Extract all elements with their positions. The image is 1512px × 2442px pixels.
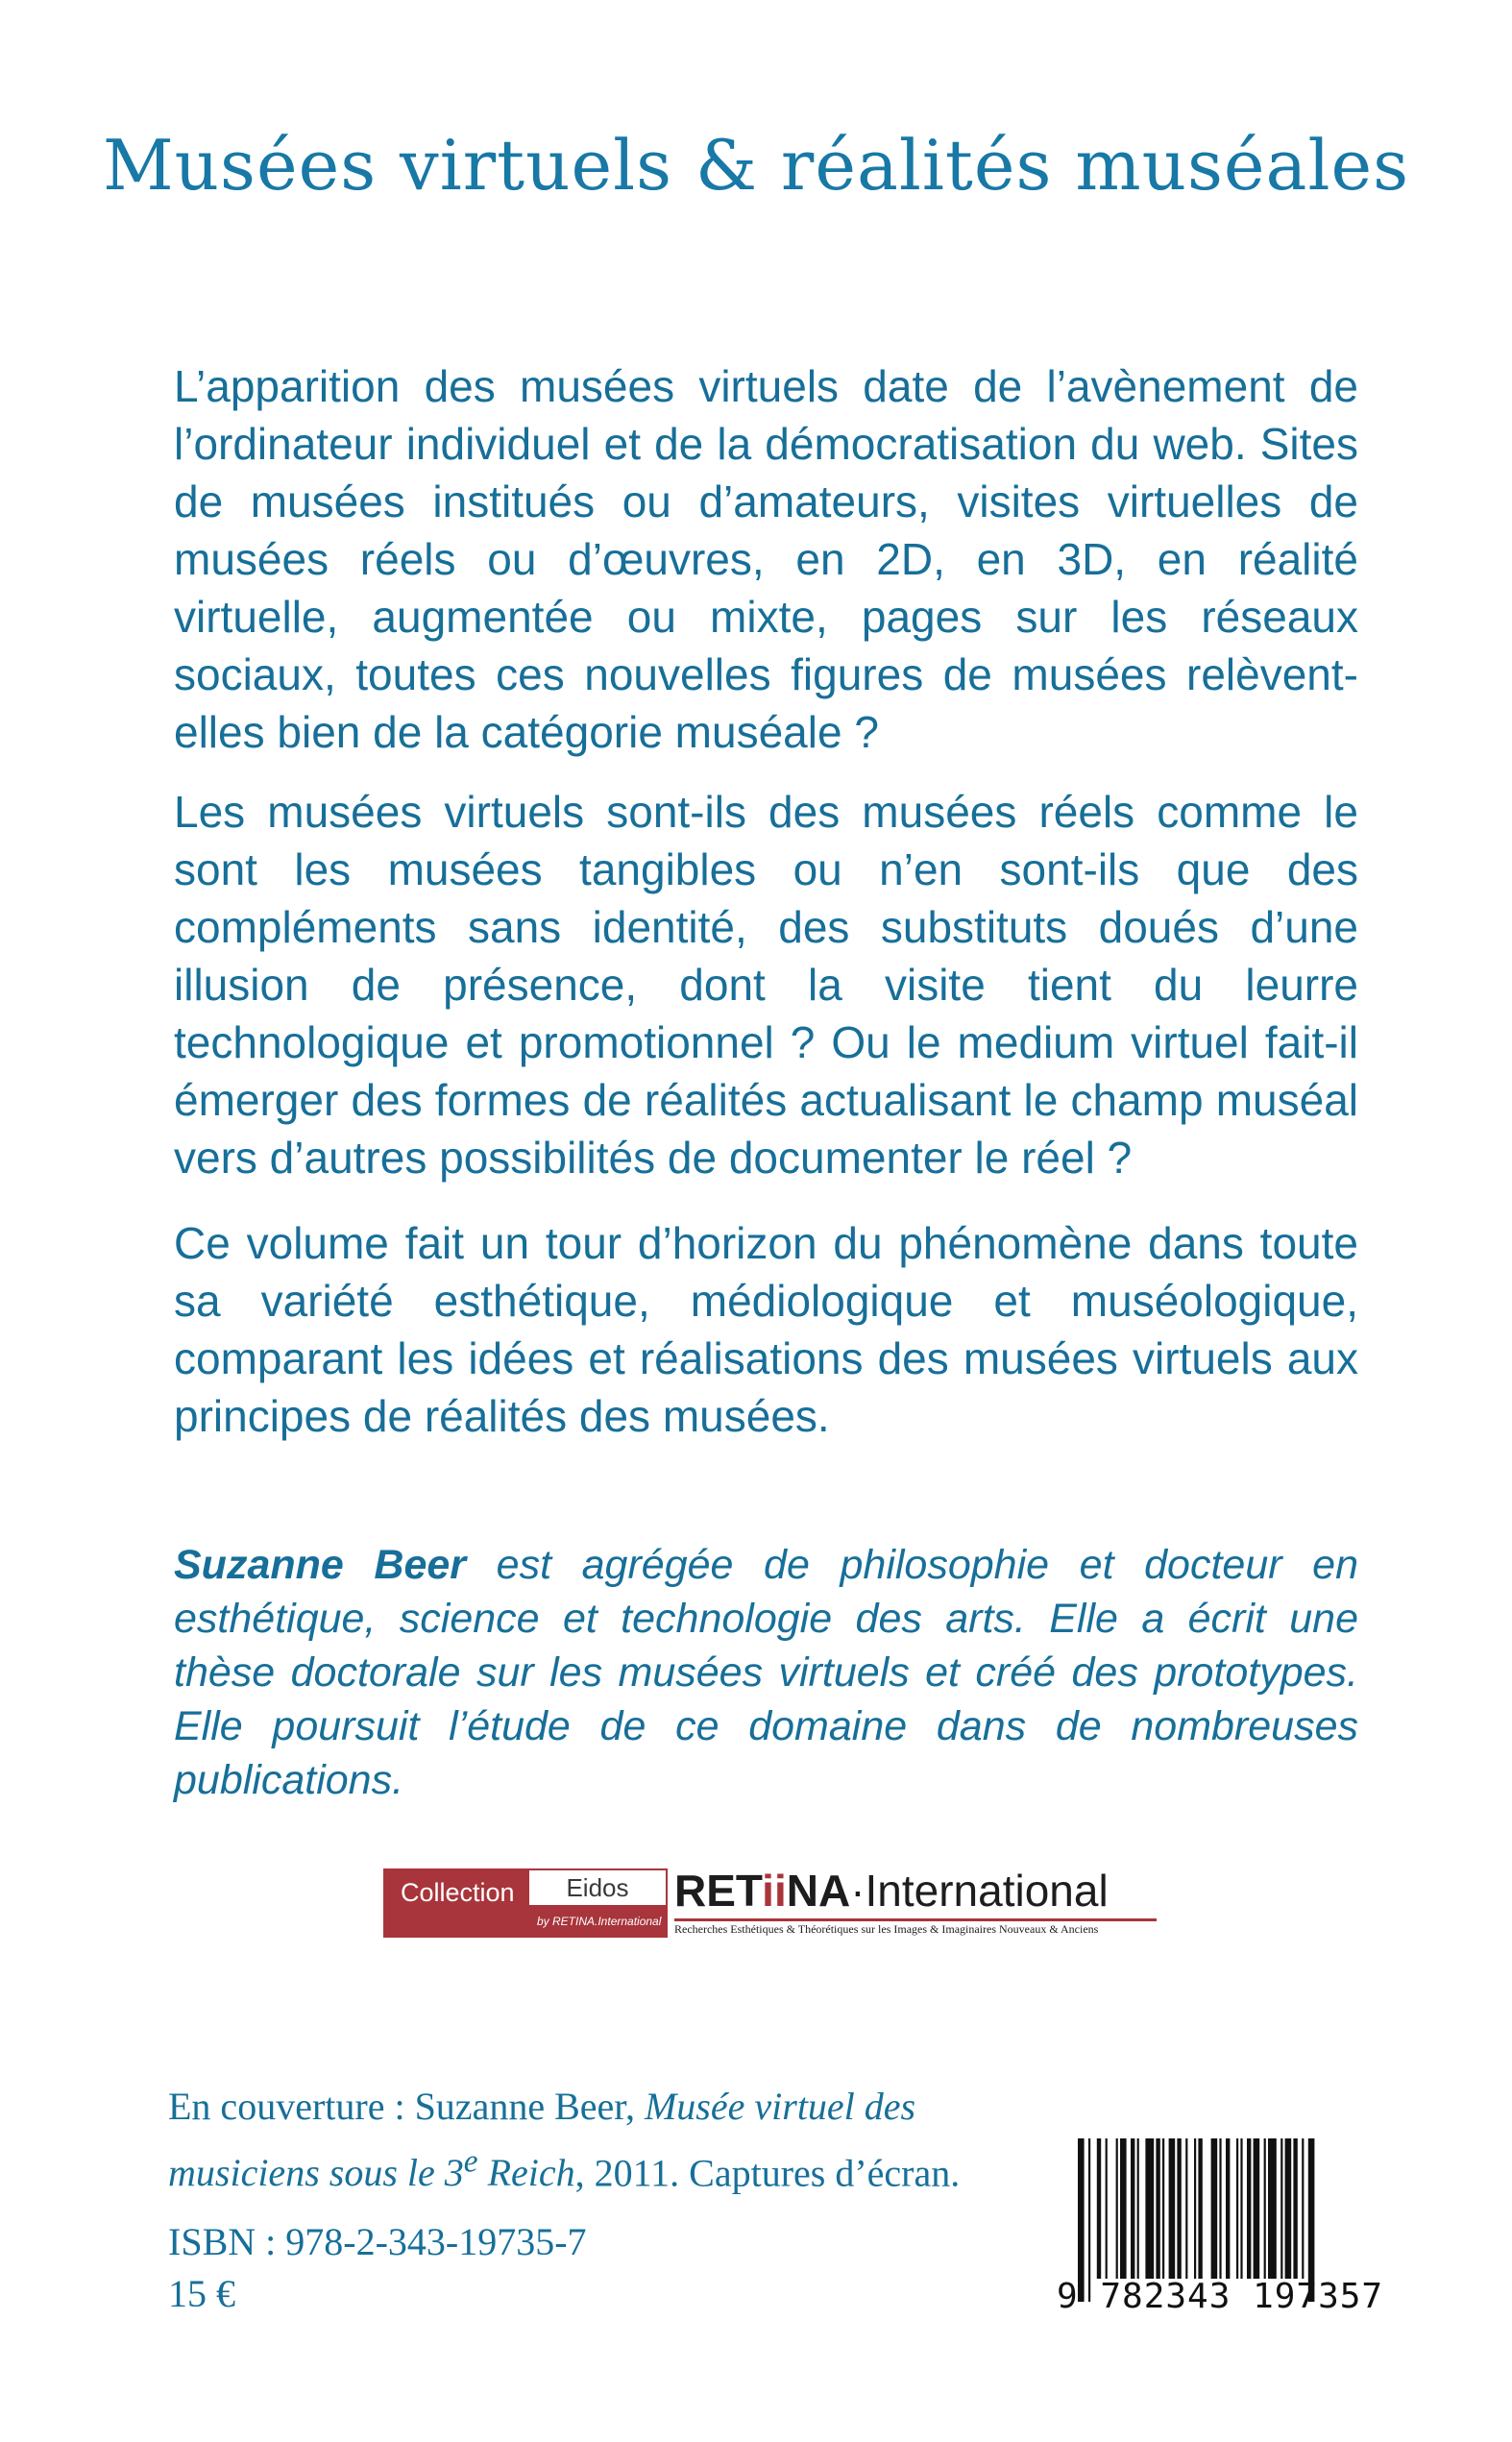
blurb-paragraph-2: Les musées virtuels sont-ils des musées réels comme le sont les musées tangibles ou n’en sont-ils que des compléments sans identité, des substituts doués d’une illusion de présence, dont la visite tient du leurre technologique et promotionnel ? Ou le medium virtuel fait-il émerger des formes de réalités actualisant le champ muséal vers d’autres possibilités de documenter le réel ? xyxy=(174,787,1358,1183)
cover-credit xyxy=(168,2079,994,2201)
blurb-paragraph-1: L’apparition des musées virtuels date de l’avènement de l’ordinateur individuel et de la démocratisation du web. Sites de musées institués ou d’amateurs, visites virtuelles de musées réels ou d’œuvres, en 2D, en 3D, en réalité virtuelle, augmentée ou mixte, pages sur les réseaux sociaux, toutes ces nouvelles figures de musées relèvent-elles bien de la catégorie muséale ? xyxy=(174,361,1358,757)
barcode-bar xyxy=(1162,2138,1164,2279)
author-bio-text: est agrégée de philosophie et docteur en esthétique, science et technologie des arts. Elle a écrit une thèse doctorale sur les musées virtuels et créé des prototypes. Elle poursuit l’étude de ce domaine dans de nombreuses publications. xyxy=(174,1542,1358,1803)
barcode-bar xyxy=(1156,2138,1159,2279)
barcode-bar xyxy=(1137,2138,1139,2279)
barcode-bar xyxy=(1226,2138,1230,2279)
barcode-bar xyxy=(1264,2138,1266,2279)
brand-part-na: NA xyxy=(786,1866,851,1916)
credit-suffix: , 2011. Captures d’écran. xyxy=(574,2151,961,2195)
barcode-digits: 9 782343 197357 xyxy=(1057,2277,1384,2316)
collection-label: Collection xyxy=(401,1878,515,1907)
brand-part-ret: RET xyxy=(674,1866,763,1916)
barcode-bar xyxy=(1211,2138,1218,2279)
series-byline: by RETINA.International xyxy=(537,1915,662,1928)
author-bio xyxy=(174,1538,1358,1807)
barcode-bar xyxy=(1120,2138,1127,2279)
book-title: Musées virtuels & réalités muséales xyxy=(102,125,1410,206)
barcode-bar xyxy=(1280,2138,1282,2279)
credit-work-title-a: Musée virtuel des musiciens sous le 3 xyxy=(168,2085,916,2195)
barcode-bar xyxy=(1106,2138,1108,2279)
isbn-text: ISBN : 978-2-343-19735-7 xyxy=(168,2220,587,2263)
barcode-bar xyxy=(1116,2138,1118,2279)
barcode-bar xyxy=(1293,2138,1297,2279)
barcode-bar xyxy=(1198,2138,1202,2279)
blurb-paragraph-3: Ce volume fait un tour d’horizon du phénomène dans toute sa variété esthétique, médiologique et muséologique, comparant les idées et réalisations des musées virtuels aux principes de réalités des musées. xyxy=(174,1218,1358,1441)
barcode-bar xyxy=(1131,2138,1134,2279)
barcode-bar xyxy=(1247,2138,1251,2279)
brand-tagline: Recherches Esthétiques & Théorétiques sur les Images & Imaginaires Nouveaux & Anciens xyxy=(674,1922,1099,1936)
price-text: 15 € xyxy=(168,2272,235,2315)
brand-wordmark xyxy=(674,1865,1109,1917)
brand-part-ii: ii xyxy=(762,1866,787,1916)
barcode-bar xyxy=(1097,2138,1101,2279)
barcode-bar xyxy=(1254,2138,1260,2279)
barcode-bar xyxy=(1177,2138,1181,2279)
barcode-bar xyxy=(1268,2138,1277,2279)
publisher-logo xyxy=(383,1868,1158,1938)
barcode-bar xyxy=(1240,2138,1242,2279)
barcode-bar xyxy=(1194,2138,1196,2279)
credit-prefix: En couverture : Suzanne Beer, xyxy=(168,2085,645,2128)
barcode-bar xyxy=(1302,2138,1304,2279)
credit-work-title-sup: e xyxy=(463,2144,478,2180)
credit-work-title-b: Reich xyxy=(477,2151,575,2195)
barcode-bar xyxy=(1169,2138,1176,2279)
brand-underline xyxy=(674,1918,1157,1921)
barcode-bar xyxy=(1285,2138,1292,2279)
series-label: Eidos xyxy=(566,1873,629,1902)
series-badge xyxy=(527,1868,668,1907)
barcode-bar xyxy=(1236,2138,1238,2279)
barcode-bar xyxy=(1219,2138,1221,2279)
author-name: Suzanne Beer xyxy=(174,1542,467,1588)
barcode-bar xyxy=(1185,2138,1187,2279)
brand-part-international: ·International xyxy=(850,1866,1109,1916)
barcode-bar xyxy=(1145,2138,1154,2279)
